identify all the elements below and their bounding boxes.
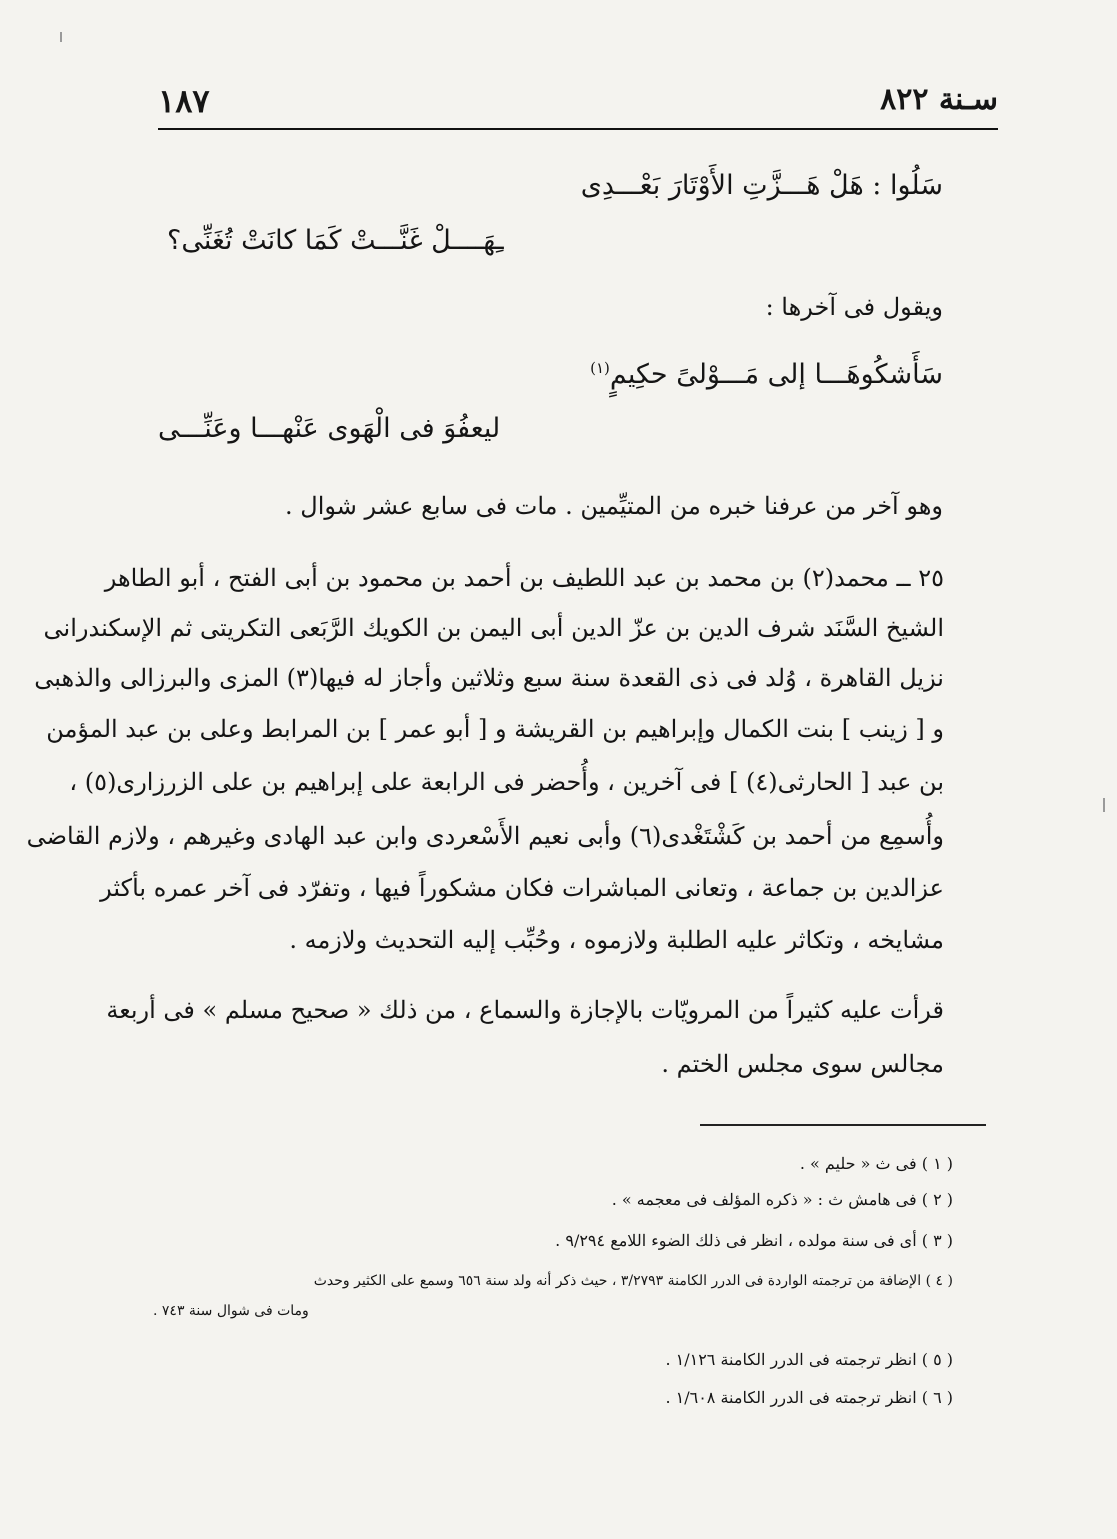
entry-line: الشيخ السَّنَد شرف الدين بن عزّ الدين أبى اليمن بن الكويك الرَّبَعى التكريتى ثم الإسكندرانى bbox=[43, 614, 944, 642]
verse-line-4: ليعفُوَ فى الْهَوى عَنْهـــا وعَنِّـــى bbox=[158, 413, 501, 444]
verse-line-3-text: سَأَشكُوهَـــا إلى مَـــوْلىً حكِيمٍ bbox=[609, 359, 943, 390]
entry-line: مشايخه ، وتكاثر عليه الطلبة ولازموه ، وحُبِّب إليه التحديث ولازمه . bbox=[289, 926, 944, 954]
footnote-text: انظر ترجمته فى الدرر الكامنة ١/٦٠٨ . bbox=[665, 1388, 917, 1407]
footnote-marker: ( ٥ ) bbox=[921, 1350, 953, 1369]
footnote-5 bbox=[665, 1350, 953, 1369]
footnote-text: أى فى سنة مولده ، انظر فى ذلك الضوء اللامع ٩/٢٩٤ . bbox=[555, 1231, 917, 1250]
footnote-text: الإضافة من ترجمته الواردة فى الدرر الكامنة ٣/٢٧٩٣ ، حيث ذكر أنه ولد سنة ٦٥٦ وسمع على الكثير وحدث bbox=[313, 1273, 922, 1289]
footnote-marker: ( ٤ ) bbox=[925, 1273, 953, 1289]
entry-line: وأُسمِع من أحمد بن كَشْتَغْدى(٦) وأبى نعيم الأَسْعردى وابن عبد الهادى وغيرهم ، ولازم القاضى bbox=[26, 822, 944, 850]
entry-line: ٢٥ ــ محمد(٢) بن محمد بن عبد اللطيف بن أحمد بن محمود بن أبى الفتح ، أبو الطاهر bbox=[104, 564, 944, 592]
header-rule bbox=[158, 128, 998, 130]
year-heading: سـنة ٨٢٢ bbox=[880, 82, 998, 117]
entry-line: و [ زينب ] بنت الكمال وإبراهيم بن القريشة و [ أبو عمر ] بن المرابط وعلى بن عبد المؤمن bbox=[46, 715, 944, 743]
running-header bbox=[158, 82, 998, 132]
verse-line-2: ـِهَــــلْ غَنَّـــتْ كَمَا كانَتْ تُغَنِّى؟ bbox=[167, 225, 504, 256]
footnote-text: انظر ترجمته فى الدرر الكامنة ١/١٢٦ . bbox=[665, 1350, 917, 1369]
intro-line: ويقول فى آخرها : bbox=[765, 293, 943, 321]
footnote-2 bbox=[612, 1190, 953, 1209]
footnote-1 bbox=[800, 1154, 953, 1173]
verse-line-3 bbox=[590, 359, 943, 390]
footnote-text: فى ث « حليم » . bbox=[799, 1154, 917, 1173]
footnote-3 bbox=[555, 1231, 953, 1250]
footnote-4 bbox=[153, 1273, 953, 1289]
scan-speck bbox=[60, 32, 62, 42]
closing-line: وهو آخر من عرفنا خبره من المتيِّمين . مات فى سابع عشر شوال . bbox=[285, 492, 943, 520]
entry-line: بن عبد [ الحارثى(٤) ] فى آخرين ، وأُحضر فى الرابعة على إبراهيم بن على الزرزارى(٥) ، bbox=[69, 768, 944, 796]
footnote-marker: ( ١ ) bbox=[921, 1154, 953, 1173]
scan-speck bbox=[1103, 798, 1105, 812]
verse-line-1: سَلُوا : هَلْ هَـــزَّتِ الأَوْتَارَ بَعْـــدِى bbox=[580, 170, 943, 201]
reading-line: مجالس سوى مجلس الختم . bbox=[661, 1050, 944, 1078]
footnote-4-continuation: ومات فى شوال سنة ٧٤٣ . bbox=[153, 1303, 309, 1319]
footnote-ref-1: (١) bbox=[590, 359, 610, 377]
footnote-text: فى هامش ث : « ذكره المؤلف فى معجمه » . bbox=[611, 1190, 917, 1209]
footnote-6 bbox=[665, 1388, 953, 1407]
entry-line: عزالدين بن جماعة ، وتعانى المباشرات فكان مشكوراً فيها ، وتفرّد فى آخر عمره بأكثر bbox=[100, 874, 944, 902]
footnote-marker: ( ٦ ) bbox=[921, 1388, 953, 1407]
reading-line: قرأت عليه كثيراً من المرويّات بالإجازة والسماع ، من ذلك « صحيح مسلم » فى أربعة bbox=[106, 996, 944, 1024]
page-number: ١٨٧ bbox=[158, 82, 210, 120]
footnote-marker: ( ٣ ) bbox=[921, 1231, 953, 1250]
footnote-rule bbox=[700, 1124, 986, 1126]
footnote-marker: ( ٢ ) bbox=[921, 1190, 953, 1209]
entry-line: نزيل القاهرة ، وُلد فى ذى القعدة سنة سبع وثلاثين وأجاز له فيها(٣) المزى والبرزالى والذهبى bbox=[34, 664, 944, 692]
